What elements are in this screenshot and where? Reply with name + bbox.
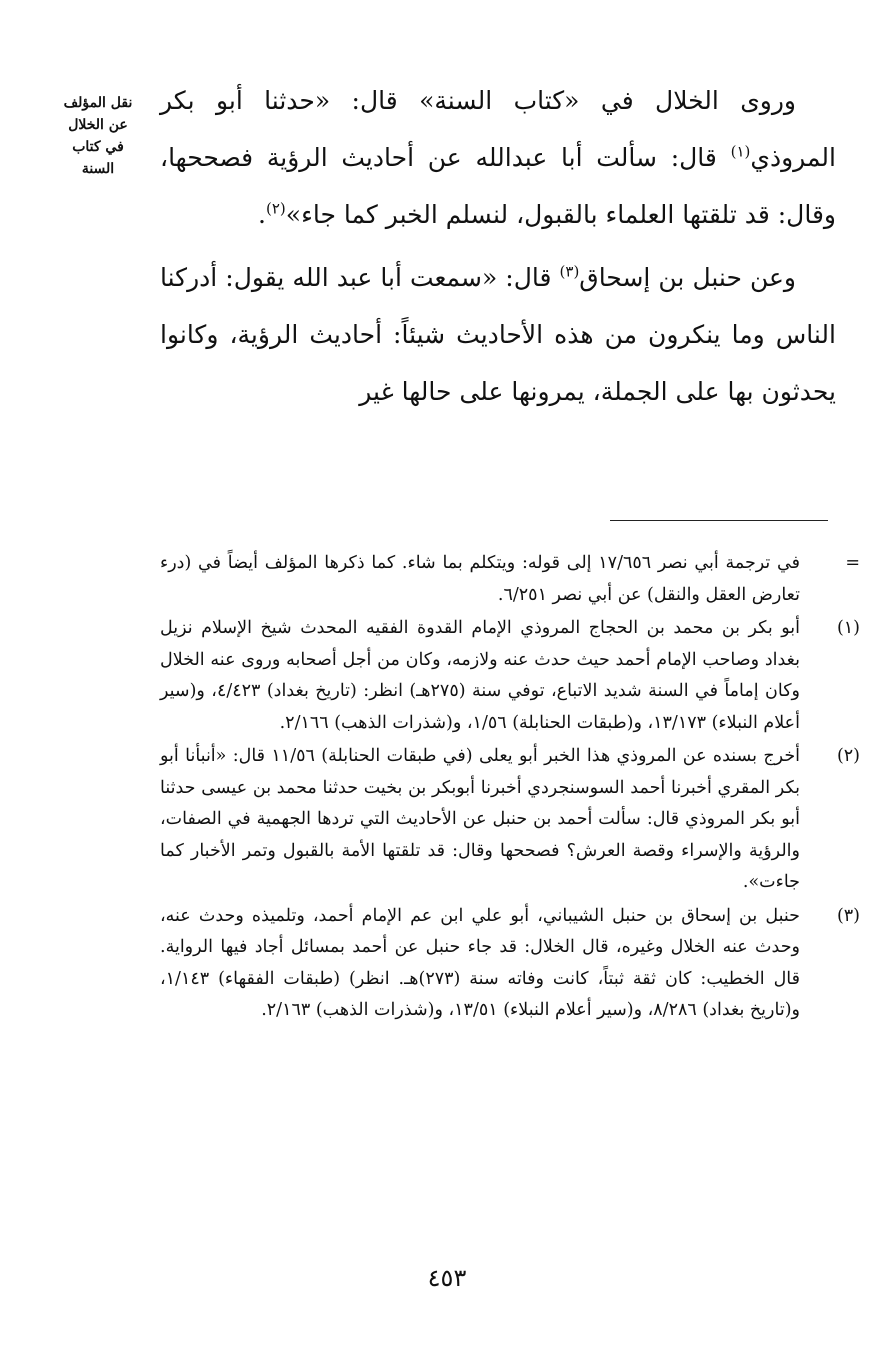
footnote-number: (٣): [836, 905, 860, 926]
footnote-1: [160, 613, 860, 739]
footnote-number: =: [845, 553, 860, 573]
margin-note: [52, 92, 144, 180]
text-span: وروى الخلال في «كتاب السنة» قال: «حدثنا أبو بكر المروذي: [160, 86, 836, 172]
footnote-separator: [610, 520, 828, 521]
footnote-ref-2[interactable]: (٢): [266, 199, 286, 218]
text-span: وعن حنبل بن إسحاق: [579, 263, 796, 292]
footnote-ref-1[interactable]: (١): [730, 142, 751, 161]
text-span: .: [258, 200, 266, 229]
footnote-3: [160, 901, 860, 1027]
margin-note-line: في كتاب: [72, 139, 124, 155]
footnote-2: [160, 741, 860, 899]
paragraph-1: [160, 72, 836, 243]
footnote-text: أبو بكر بن محمد بن الحجاج المروذي الإمام القدوة الفقيه المحدث شيخ الإسلام نزيل بغداد وصاحب الإمام أحمد حيث حدث عنه ولازمه، وكان من أجل أصحابه وروى عنه الخلال وكان إماماً في السنة شديد الاتباع، توفي سنة (٢٧٥هـ) انظر: (تاريخ بغداد) ٤/٤٢٣، و(سير أعلام النبلاء) ١٣/١٧٣، و(طبقات الحنابلة) ١/٥٦، و(شذرات الذهب) ٢/١٦٦.: [160, 618, 801, 733]
footnote-continuation: [160, 548, 860, 611]
margin-note-line: السنة: [81, 161, 115, 177]
footnote-ref-3[interactable]: (٣): [559, 262, 580, 281]
footnote-number: (٢): [836, 746, 860, 766]
main-text: [160, 72, 836, 420]
footnotes: [160, 548, 860, 1029]
text-span: قال: سألت أبا عبدالله عن أحاديث الرؤية فصححها، وقال: قد تلقتها العلماء بالقبول، لنسلم الخبر كما جاء»: [160, 143, 836, 229]
footnote-text: أخرج بسنده عن المروذي هذا الخبر أبو يعلى (في طبقات الحنابلة) ١١/٥٦ قال: «أنبأنا أبو بكر المقري أخبرنا أحمد السوسنجردي أخبرنا أبوبكر بن بخيت حدثنا محمد بن عيسى حدثنا أبو بكر المروذي قال: سألت أحمد بن حنبل عن الأحاديث التي تردها الجهمية في الصفات، والرؤية والإسراء وقصة العرش؟ فصححها وقال: قد تلقتها الأمة بالقبول وتمر الأخبار كما جاءت».: [160, 746, 801, 892]
footnote-text: حنبل بن إسحاق بن حنبل الشيباني، أبو علي ابن عم الإمام أحمد، وتلميذه وحدث عنه، وحدث عنه الخلال وغيره، قال الخلال: قد جاء حنبل عن أحمد بمسائل أجاد فيها الرواية. قال الخطيب: كان ثقة ثبتاً، كانت وفاته سنة (٢٧٣)هـ. انظر) (طبقات الفقهاء) ١/١٤٣، و(تاريخ بغداد) ٨/٢٨٦، و(سير أعلام النبلاء) ١٣/٥١، و(شذرات الذهب) ٢/١٦٣.: [160, 905, 800, 1020]
footnote-number: (١): [836, 618, 860, 638]
text-span: قال: «سمعت أبا عبد الله يقول: أدركنا الناس وما ينكرون من هذه الأحاديث شيئاً: أحاديث الرؤية، وكانوا يحدثون بها على الجملة، يمرونها على حالها غير: [160, 263, 836, 406]
footnote-text: في ترجمة أبي نصر ١٧/٦٥٦ إلى قوله: ويتكلم بما شاء. كما ذكرها المؤلف أيضاً في (درء تعارض العقل والنقل) عن أبي نصر ٦/٢٥١.: [160, 553, 800, 605]
margin-note-line: عن الخلال: [68, 117, 128, 133]
margin-note-line: نقل المؤلف: [63, 95, 133, 111]
page-number: ٤٥٣: [427, 1264, 467, 1292]
paragraph-2: [160, 249, 836, 420]
